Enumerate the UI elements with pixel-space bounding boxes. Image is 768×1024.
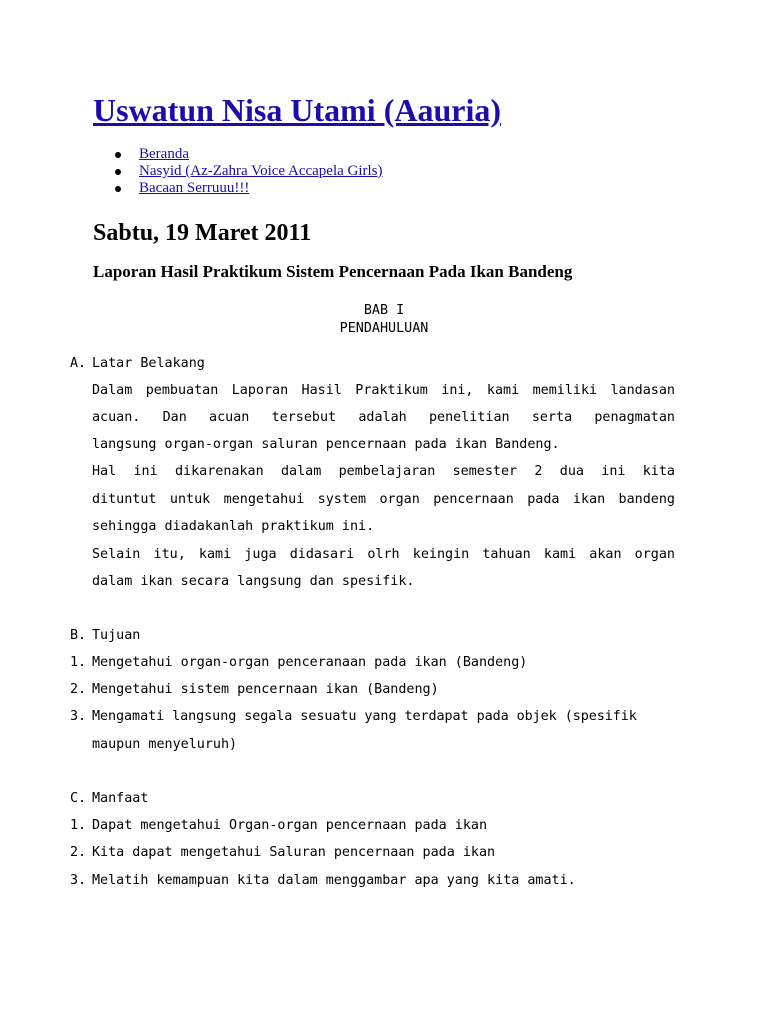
list-item-continuation: maupun menyeluruh) [92, 737, 238, 752]
list-item: Mengamati langsung segala sesuatu yang terdapat pada objek (spesifik [92, 709, 637, 724]
post-title: Laporan Hasil Praktikum Sistem Pencernaan Pada Ikan Bandeng [93, 262, 573, 281]
paragraph-line: Dalam pembuatan Laporan Hasil Praktikum ini, kami memiliki landasan [92, 383, 675, 398]
nav-menu [112, 146, 383, 197]
list-number: 1. [70, 655, 87, 670]
nav-link-beranda[interactable]: Beranda [139, 146, 189, 162]
paragraph-line: Selain itu, kami juga didasari olrh keingin tahuan kami akan organ [92, 547, 675, 562]
paragraph-line: langsung organ-organ saluran pencernaan pada ikan Bandeng. [92, 437, 560, 452]
list-number: 1. [70, 818, 87, 833]
section-a-marker: A. [70, 356, 87, 371]
list-item: Melatih kemampuan kita dalam menggambar apa yang kita amati. [92, 873, 576, 888]
list-item: Mengetahui sistem pencernaan ikan (Bandeng) [92, 682, 439, 697]
nav-item [112, 163, 383, 180]
list-item: Mengetahui organ-organ penceranaan pada ikan (Bandeng) [92, 655, 528, 670]
bullet-icon [115, 152, 121, 158]
list-number: 2. [70, 682, 87, 697]
list-item: Dapat mengetahui Organ-organ pencernaan pada ikan [92, 818, 488, 833]
nav-link-bacaan[interactable]: Bacaan Serruuu!!! [139, 180, 250, 196]
section-a-heading: Latar Belakang [92, 356, 205, 371]
list-item: Kita dapat mengetahui Saluran pencernaan pada ikan [92, 845, 496, 860]
nav-link-nasyid[interactable]: Nasyid (Az-Zahra Voice Accapela Girls) [139, 163, 383, 179]
nav-item [112, 146, 383, 163]
post-date: Sabtu, 19 Maret 2011 [93, 220, 312, 246]
section-b-marker: B. [70, 628, 87, 643]
blog-title-link[interactable]: Uswatun Nisa Utami (Aauria) [93, 92, 501, 128]
list-number: 3. [70, 709, 87, 724]
paragraph-line: sehingga diadakanlah praktikum ini. [92, 519, 375, 534]
nav-item [112, 180, 383, 197]
chapter-name: PENDAHULUAN [339, 321, 429, 336]
list-number: 2. [70, 845, 87, 860]
section-b-heading: Tujuan [92, 628, 141, 643]
bullet-icon [115, 186, 121, 192]
section-c-heading: Manfaat [92, 791, 149, 806]
bullet-icon [115, 169, 121, 175]
section-c-marker: C. [70, 791, 87, 806]
paragraph-line: dalam ikan secara langsung dan spesifik. [92, 574, 415, 589]
paragraph-line: Hal ini dikarenakan dalam pembelajaran semester 2 dua ini kita [92, 464, 675, 479]
chapter-number: BAB I [363, 303, 405, 318]
paragraph-line: dituntut untuk mengetahui system organ pencernaan pada ikan bandeng [92, 492, 675, 507]
paragraph-line: acuan. Dan acuan tersebut adalah penelitian serta penagmatan [92, 410, 675, 425]
list-number: 3. [70, 873, 87, 888]
